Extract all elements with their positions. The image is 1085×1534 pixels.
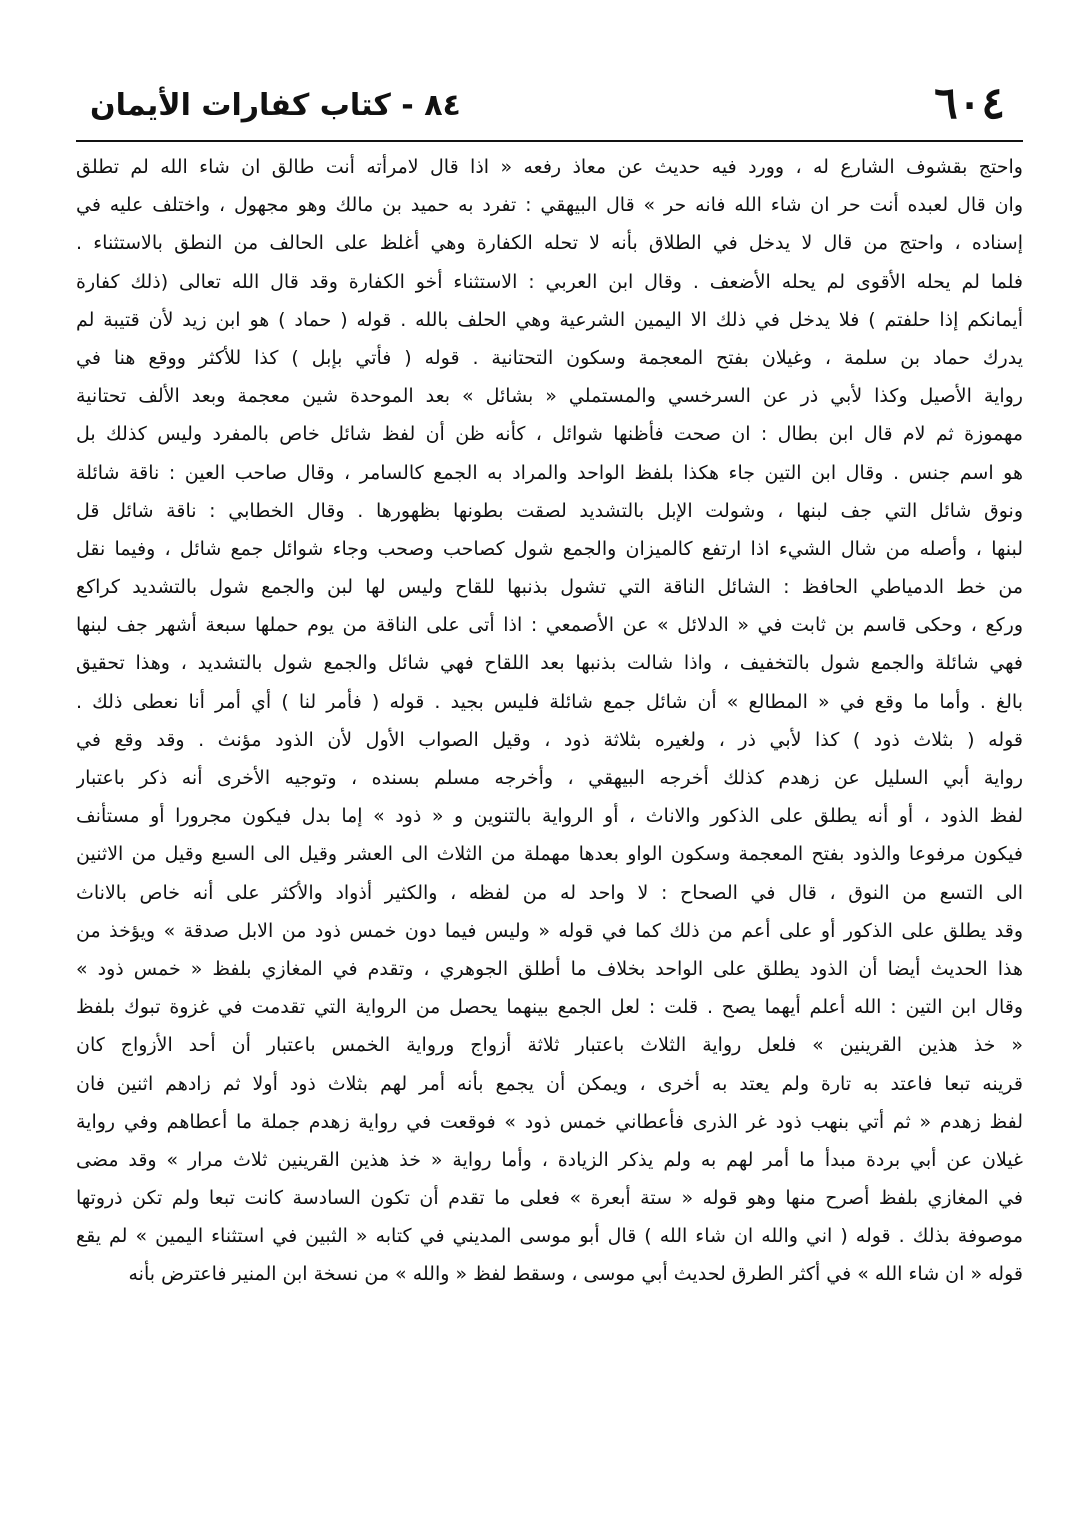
chapter-title: ٨٤ - كتاب كفارات الأيمان	[90, 88, 461, 123]
text-line: غيلان عن أبي بردة مبدأ ما أمر لهم به ولم يذكر الزيادة ، وأما رواية « خذ هذين القرينين ثلاث مرار » وقد مضى	[76, 1148, 1023, 1171]
text-line: وقال ابن التين : الله أعلم أيهما يصح . قلت : لعل الجمع بينهما يحصل من الرواية التي تقدمت في غزوة تبوك بلفظ	[76, 996, 1023, 1019]
text-line: هذا الحديث أيضا أن الذود يطلق على الواحد بخلاف ما أطلق الجوهري ، وتقدم في المغازي بلفظ « خمس ذود »	[76, 957, 1023, 980]
text-line: فلما لم يحله الأقوى لم يحله الأضعف . وقال ابن العربي : الاستثناء أخو الكفارة وقد قال الله تعالى (ذلك كفارة	[76, 270, 1023, 293]
text-line: فهي شائلة والجمع شول بالتخفيف ، واذا شالت بذنبها بعد اللقاح فهي شائل والجمع شول بالتشديد ، وهذا تحقيق	[76, 652, 1023, 675]
text-line: « خذ هذين القرينين » فلعل رواية الثلاث باعتبار ثلاثة أزواج ورواية الخمس باعتبار أن أحد الأزواج كان	[76, 1034, 1023, 1057]
text-line: وقد يطلق على الذكور أو على أعم من ذلك كما في قوله « وليس فيما دون خمس ذود من الابل صدقة » ويؤخذ من	[76, 919, 1023, 942]
text-line: الى التسع من النوق ، قال في الصحاح : لا واحد له من لفظه ، والكثير أذواد والأكثر على أنه خاص بالاناث	[76, 881, 1023, 904]
page-number: ٦٠٤	[934, 78, 1005, 129]
text-line: من خط الدمياطي الحافظ : الشائل الناقة التي تشول بذنبها للقاح وليس لها لبن والجمع شول بالتشديد كراكع	[76, 576, 1023, 599]
text-line: رواية الأصيل وكذا لأبي ذر عن السرخسي والمستملي « بشائل » بعد الموحدة شين معجمة وبعد الألف تحتانية	[76, 385, 1023, 408]
text-line: بالغ . وأما ما وقع في « المطالع » أن شائل جمع شائلة فليس بجيد . قوله ( فأمر لنا ) أي أمر أنا نعطى ذلك .	[76, 690, 1023, 713]
text-line: قوله « ان شاء الله » في أكثر الطرق لحديث أبي موسى ، وسقط لفظ « والله » من نسخة ابن المنير فاعترض بأنه	[128, 1263, 1023, 1286]
text-line: أيمانكم إذا حلفتم ) فلا يدخل في ذلك الا اليمين الشرعية وهي الحلف بالله . قوله ( حماد ) هو ابن زيد لأن قتيبة لم	[76, 308, 1023, 331]
text-line: وان قال لعبده أنت حر ان شاء الله فانه حر » قال البيهقي : تفرد به حميد بن مالك وهو مجهول ، واختلف عليه في	[76, 194, 1023, 217]
text-line: قرينه تبعا فاعتد به تارة ولم يعتد به أخرى ، ويمكن أن يجمع بأنه أمر لهم بثلاث ذود أولا ثم زادهم اثنين فان	[76, 1072, 1023, 1095]
text-line: موصوفة بذلك . قوله ( اني والله ان شاء الله ) قال أبو موسى المديني في كتابه « الثبين في استثناء اليمين » لم يقع	[76, 1225, 1023, 1248]
text-line: يدرك حماد بن سلمة ، وغيلان بفتح المعجمة وسكون التحتانية . قوله ( فأتي بإبل ) كذا للأكثر ووقع هنا في	[76, 346, 1023, 369]
text-line: لفظ الذود ، أو أنه يطلق على الذكور والاناث ، أو الرواية بالتنوين و « ذود » إما بدل فيكون مجرورا أو مستأنف	[76, 805, 1023, 828]
text-line: مهموزة ثم لام قال ابن بطال : ان صحت فأظنها شوائل ، كأنه ظن أن لفظ شائل خاص بالمفرد وليس كذلك بل	[76, 423, 1023, 446]
page-header	[76, 78, 1023, 142]
text-line: لفظ زهدم « ثم أتي بنهب ذود غر الذرى فأعطاني خمس ذود » فوقعت في رواية زهدم جملة ما أعطاهم وفي رواية	[76, 1110, 1023, 1133]
text-line: وركع ، وحكى قاسم بن ثابت في « الدلائل » عن الأصمعي : اذا أتى على الناقة من يوم حملها سبعة أشهر جف لبنها	[76, 614, 1023, 637]
text-line: رواية أبي السليل عن زهدم كذلك أخرجه البيهقي ، وأخرجه مسلم بسنده ، وتوجيه الأخرى أنه ذكر باعتبار	[76, 767, 1023, 789]
text-line: هو اسم جنس . وقال ابن التين جاء هكذا بلفظ الواحد والمراد به الجمع كالسامر ، وقال صاحب العين : ناقة شائلة	[76, 461, 1023, 484]
text-line: فيكون مرفوعا والذود بفتح المعجمة وسكون الواو بعدها مهملة من الثلاث الى العشر وقيل الى السبع وقيل من الاثنين	[76, 843, 1023, 866]
body-text	[76, 148, 1023, 1294]
text-line: في المغازي بلفظ أصرح منها وهو قوله « ستة أبعرة » فعلى ما تقدم أن تكون السادسة كانت تبعا ولم تكن ذروتها	[76, 1187, 1023, 1210]
text-line: لبنها ، وأصله من شال الشيء اذا ارتفع كالميزان والجمع شول كصاحب وصحب وجاء شوائل جمع شائل ، وفيما نقل	[76, 537, 1023, 560]
text-line: قوله ( بثلاث ذود ) كذا لأبي ذر ، ولغيره بثلاثة ذود ، وقيل الصواب الأول لأن الذود مؤنث . وقد وقع في	[76, 728, 1023, 751]
text-line: ونوق شائل التي جف لبنها ، وشولت الإبل بالتشديد لصقت بطونها بظهورها . وقال الخطابي : ناقة شائل قل	[76, 499, 1023, 522]
text-line: واحتج بقشوف الشارع له ، وورد فيه حديث عن معاذ رفعه « اذا قال لامرأته أنت طالق ان شاء الله لم تطلق	[76, 156, 1023, 178]
text-line: إسناده ، واحتج من قال لا يدخل في الطلاق بأنه لا تحله الكفارة وهي أغلظ على الحالف من النطق بالاستثناء .	[76, 232, 1023, 255]
